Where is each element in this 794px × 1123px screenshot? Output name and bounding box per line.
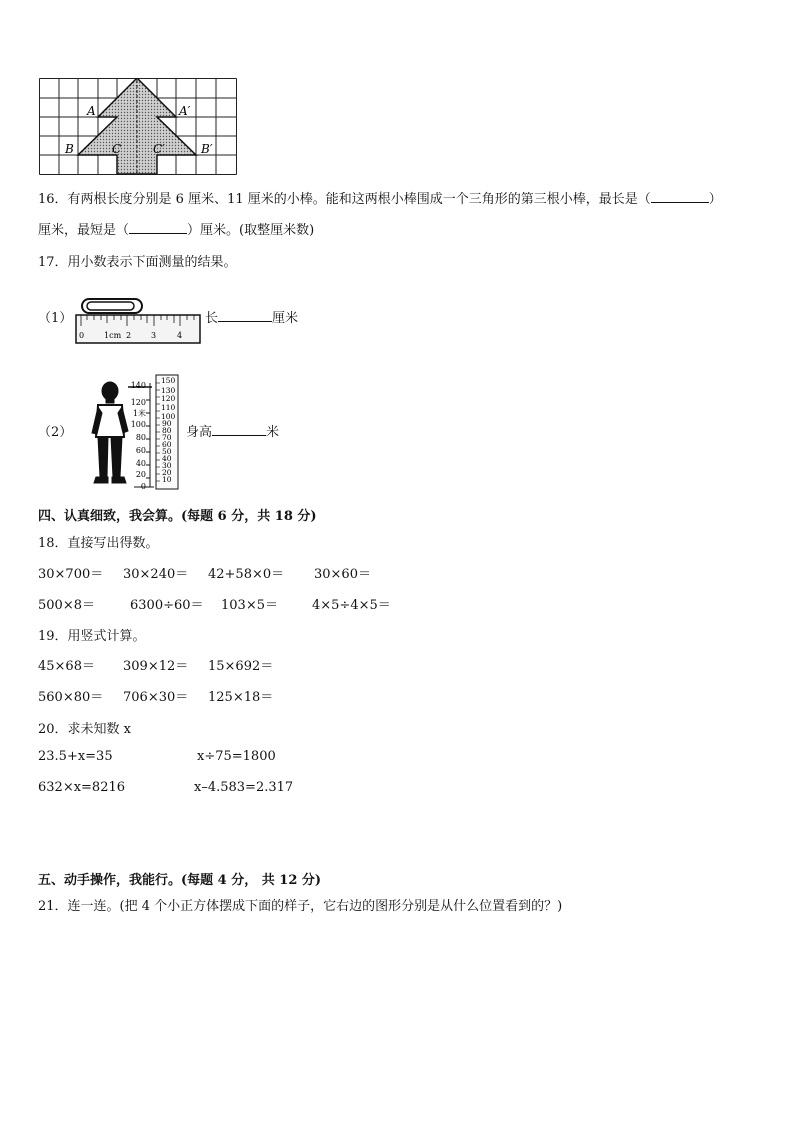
- q19-item-1: 45×68＝: [38, 659, 95, 674]
- ruler-tick-1: 1cm: [104, 331, 122, 340]
- left-scale-20: 20: [135, 470, 146, 479]
- q17-part1-blank[interactable]: [218, 309, 272, 322]
- q16-text-2b: ）厘米。(取整厘米数): [187, 223, 315, 238]
- q17-part1-label: （1）: [38, 311, 73, 326]
- q17-part2-blank[interactable]: [212, 423, 266, 436]
- q19-item-2: 309×12＝: [123, 659, 189, 674]
- q16-blank-longest[interactable]: [651, 190, 709, 203]
- q20-title: 20．求未知数 x: [38, 722, 132, 737]
- ruler-tick-2: 2: [126, 331, 132, 340]
- q18-item-3: 42+58×0＝: [208, 567, 285, 582]
- q18-item-7: 103×5＝: [221, 598, 278, 613]
- right-scale-30: 30: [162, 461, 172, 470]
- label-B-prime: B′: [201, 142, 213, 156]
- right-scale-80: 80: [162, 426, 172, 435]
- ruler-tick-4: 4: [177, 331, 183, 340]
- right-scale-20: 20: [162, 468, 172, 477]
- left-scale-0: 0: [140, 482, 146, 491]
- boy-figure: [92, 382, 128, 483]
- q16-text-2a: 厘米，最短是（: [38, 223, 130, 238]
- q17-part2-before: 身高: [186, 425, 213, 440]
- right-scale-40: 40: [162, 454, 172, 463]
- label-A: A: [87, 104, 96, 118]
- q18-item-1: 30×700＝: [38, 567, 104, 582]
- q21-title: 21．连一连。(把 4 个小正方体摆成下面的样子，它右边的图形分别是从什么位置看到的？): [38, 899, 563, 914]
- q18-item-4: 30×60＝: [314, 567, 371, 582]
- q20-item-3: 632×x=8216: [38, 780, 126, 795]
- left-scale-100: 100: [130, 420, 146, 429]
- section5-title: 五、动手操作，我能行。(每题 4 分， 共 12 分): [38, 873, 322, 888]
- q19-item-3: 15×692＝: [208, 659, 274, 674]
- q16-line2: [38, 219, 314, 238]
- q19-item-5: 706×30＝: [123, 690, 189, 705]
- right-scale-70: 70: [162, 433, 172, 442]
- q16-text-1: 16．有两根长度分别是 6 厘米、11 厘米的小棒。能和这两根小棒围成一个三角形的第三根小棒，最长是（: [38, 192, 651, 207]
- right-scale-10: 10: [162, 475, 172, 484]
- right-scale-120: 120: [161, 394, 176, 403]
- right-scale-100: 100: [161, 412, 176, 421]
- q18-item-8: 4×5÷4×5＝: [312, 598, 391, 613]
- tree-grid-figure: [39, 78, 239, 178]
- left-scale-1m: 1米: [132, 409, 146, 418]
- ruler-with-paperclip: [74, 296, 204, 346]
- q20-item-4: x–4.583=2.317: [194, 780, 294, 795]
- right-scale-90: 90: [162, 419, 172, 428]
- q18-item-6: 6300÷60＝: [130, 598, 204, 613]
- left-scale-60: 60: [135, 446, 146, 455]
- q17-part1-after: 厘米: [272, 311, 299, 326]
- q17-part1-before: 长: [205, 311, 219, 326]
- q18-item-2: 30×240＝: [123, 567, 189, 582]
- label-C-prime: C′: [153, 142, 165, 156]
- q16-line1: [38, 188, 722, 207]
- q20-item-1: 23.5+x=35: [38, 749, 113, 764]
- left-scale-40: 40: [135, 459, 146, 468]
- q17-title: 17．用小数表示下面测量的结果。: [38, 255, 237, 270]
- q18-title: 18．直接写出得数。: [38, 536, 159, 551]
- left-scale-140: 140: [130, 381, 146, 390]
- label-A-prime: A′: [179, 104, 191, 118]
- paperclip-icon: [82, 299, 142, 313]
- q17-part1-answer: [205, 307, 298, 326]
- label-C: C: [112, 142, 122, 156]
- left-scale-80: 80: [135, 433, 146, 442]
- right-scale-50: 50: [162, 447, 172, 456]
- q17-part2-label: （2）: [38, 425, 73, 440]
- right-scale-110: 110: [161, 403, 176, 412]
- label-B: B: [65, 142, 74, 156]
- right-scale-130: 130: [161, 386, 176, 395]
- section4-title: 四、认真细致，我会算。(每题 6 分，共 18 分): [38, 509, 317, 524]
- q16-blank-shortest[interactable]: [129, 221, 187, 234]
- q17-part2-after: 米: [266, 425, 280, 440]
- ruler-tick-3: 3: [151, 331, 157, 340]
- q19-title: 19．用竖式计算。: [38, 629, 146, 644]
- q19-item-6: 125×18＝: [208, 690, 274, 705]
- right-scale-60: 60: [162, 440, 172, 449]
- left-scale-120: 120: [130, 398, 146, 407]
- q16-text-1-end: ）: [708, 192, 722, 207]
- q17-part2-answer: [186, 421, 279, 440]
- height-measure-figure: [88, 373, 182, 493]
- q20-item-2: x÷75=1800: [197, 749, 276, 764]
- q18-item-5: 500×8＝: [38, 598, 95, 613]
- ruler-tick-0: 0: [79, 331, 85, 340]
- right-scale-150: 150: [161, 376, 176, 385]
- q19-item-4: 560×80＝: [38, 690, 104, 705]
